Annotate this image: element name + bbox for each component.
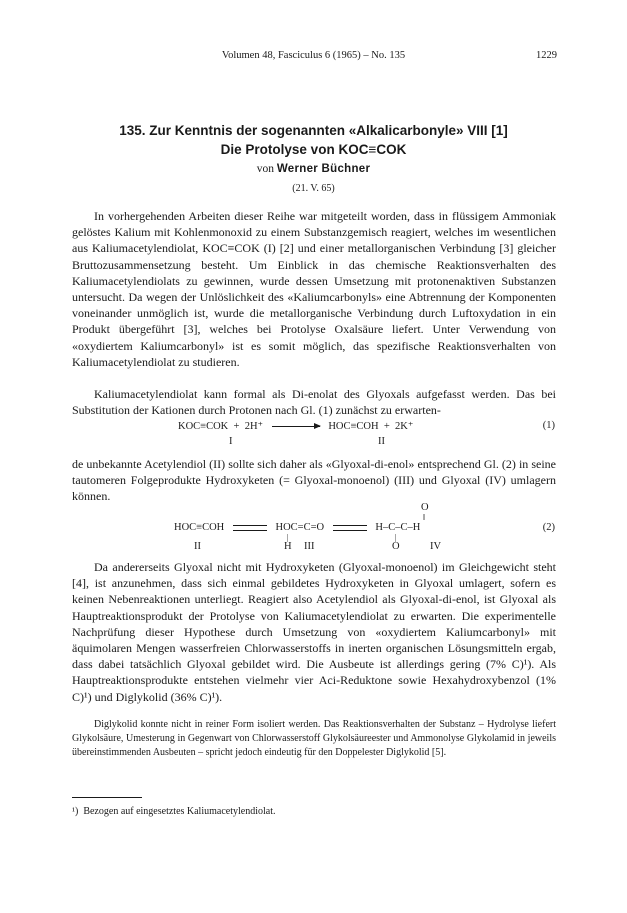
eq2-label-IV: IV bbox=[430, 541, 442, 552]
paragraph-1: In vorhergehenden Arbeiten dieser Reihe war mitgeteilt worden, dass in flüssigem Ammoniak gelöstes Kalium mit Kohlenmonoxid zu einem Substanzgemisch reagiert, welches im wesentlichen aus Kaliumacetylendiolat, KOC≡COK (I) [2] und einer metallorganischen Verbindung [3] gleicher Bruttozusammensetzung besteht. Um Einblick in das chemische Reaktionsverhalten des Kaliumacetylendiolats zu gewinnen, wurde dessen Umsetzung mit protonenaktiven Substanzen untersucht. Da wegen der Unlöslichkeit des «Kaliumcarbonyls» eine Abtrennung der Komponenten voneinander unmöglich ist, wurde die metallorganische Verbindung durch Luftoxydation in ein Produkt übergeführt [3], welches bei Protolyse Oxalsäure liefert. Unter Verwendung von «oxydiertem Kaliumcarbonyl» ist es somit möglich, das spezifische Reaktionsverhalten von Kaliumacetylendiolat zu studieren. bbox=[72, 209, 556, 369]
paragraph-2a: Kaliumacetylendiolat kann formal als Di-enolat des Glyoxals aufgefasst werden. Das bei Substitution der Kationen durch Protonen nach Gl. (1) zunächst zu erwarten- bbox=[72, 387, 556, 418]
eq2-h: H bbox=[284, 541, 292, 552]
eq1-plus: + bbox=[233, 421, 240, 432]
eq1-product: HOC≡COH bbox=[328, 421, 379, 432]
author-line bbox=[0, 163, 627, 175]
page-number: 1229 bbox=[536, 50, 557, 61]
eq1-reactant: KOC≡COK bbox=[178, 421, 229, 432]
eq2-number: (2) bbox=[542, 522, 555, 533]
eq1-number: (1) bbox=[542, 420, 555, 431]
author-name: Werner Büchner bbox=[276, 163, 371, 175]
eq2-carbonyl-top: O bbox=[421, 502, 429, 513]
article-title: 135. Zur Kenntnis der sogenannten «Alkalicarbonyle» VIII [1] bbox=[119, 123, 508, 138]
footnote-rule bbox=[72, 797, 142, 798]
eq2-carbonyl-bottom: O bbox=[392, 541, 400, 552]
footnote-text: Bezogen auf eingesetztes Kaliumacetylendiolat. bbox=[83, 806, 276, 817]
journal-reference: Volumen 48, Fasciculus 6 (1965) – No. 135 bbox=[221, 50, 406, 61]
equilibrium-arrow bbox=[233, 524, 267, 532]
author-prefix: von bbox=[256, 163, 274, 175]
eq2-bond-bottom: | bbox=[395, 533, 397, 542]
footnote bbox=[72, 806, 275, 817]
reaction-arrow bbox=[272, 426, 320, 427]
paragraph-2b: de unbekannte Acetylendiol (II) sollte sich daher als «Glyoxal-di-enol» entsprechend Gl. (2) in seine tautomeren Folgeprodukte Hydroxyketen (= Glyoxal-monoenol) (III) und Glyoxal (IV) umlagern können. bbox=[72, 457, 556, 504]
small-print-paragraph: Diglykolid konnte nicht in reiner Form isoliert werden. Das Reaktionsverhalten der Substanz – Hydrolyse liefert Glykolsäure, Umesterung in Gegenwart von Chlorwasserstoff Glykolsäureester und Ammonolyse Glykolamid in jeweils übereinstimmenden Ausbeuten – spricht jedoch eindeutig für den Doppelester Diglykolid [5]. bbox=[72, 719, 556, 758]
eq2-acetylendiol: HOC≡COH bbox=[174, 522, 225, 533]
footnote-mark: ¹) bbox=[72, 806, 79, 817]
eq2-hydroxyketen: HOC=C=O bbox=[275, 522, 325, 533]
eq1-plus: + bbox=[383, 421, 390, 432]
eq1-byproduct: 2K⁺ bbox=[395, 421, 414, 432]
eq2-glyoxal: H–C–C–H bbox=[375, 522, 421, 533]
eq2-label-III: III bbox=[304, 541, 315, 552]
article-subtitle: Die Protolyse von KOC≡COK bbox=[220, 142, 407, 157]
eq2-bond-top: ‖ bbox=[423, 513, 426, 522]
equilibrium-arrow bbox=[333, 524, 367, 532]
eq1-reagent: 2H⁺ bbox=[244, 421, 264, 432]
eq2-label-II: II bbox=[194, 541, 201, 552]
paragraph-3: Da andererseits Glyoxal nicht mit Hydroxyketen (Glyoxal-monoenol) im Gleichgewicht steht [4], ist anzunehmen, dass sich einmal gebildetes Hydroxyketen in Glyoxal umlagert, sofern es keinen Nebenreaktionen unterliegt. Reagiert also Acetylendiol als Glyoxal-di-enol, ist Glyoxal als Hauptreaktionsprodukt der Protolyse von Kaliumacetylendiolat zu erwarten. Die experimentelle Nachprüfung dieser Hypothese durch Umsetzung von «oxydiertem Kaliumcarbonyl» mit äquimolaren Mengen wasserfreien Chlorwasserstoffs in inerten organischen Lösungsmitteln ergab, dass dabei tatsächlich Glyoxal gebildet wird. Die Ausbeute ist allerdings gering (7% C)¹). Als Hauptreaktionsprodukte entstehen vielmehr vier Aci-Reduktone sowie Hexahydroxybenzol (1% C)¹) und Diglykolid (36% C)¹). bbox=[72, 560, 556, 704]
eq2-bond-h: | bbox=[287, 533, 289, 542]
eq1-label-II: II bbox=[378, 436, 385, 447]
received-date: (21. V. 65) bbox=[292, 183, 335, 194]
eq1-label-I: I bbox=[229, 436, 233, 447]
